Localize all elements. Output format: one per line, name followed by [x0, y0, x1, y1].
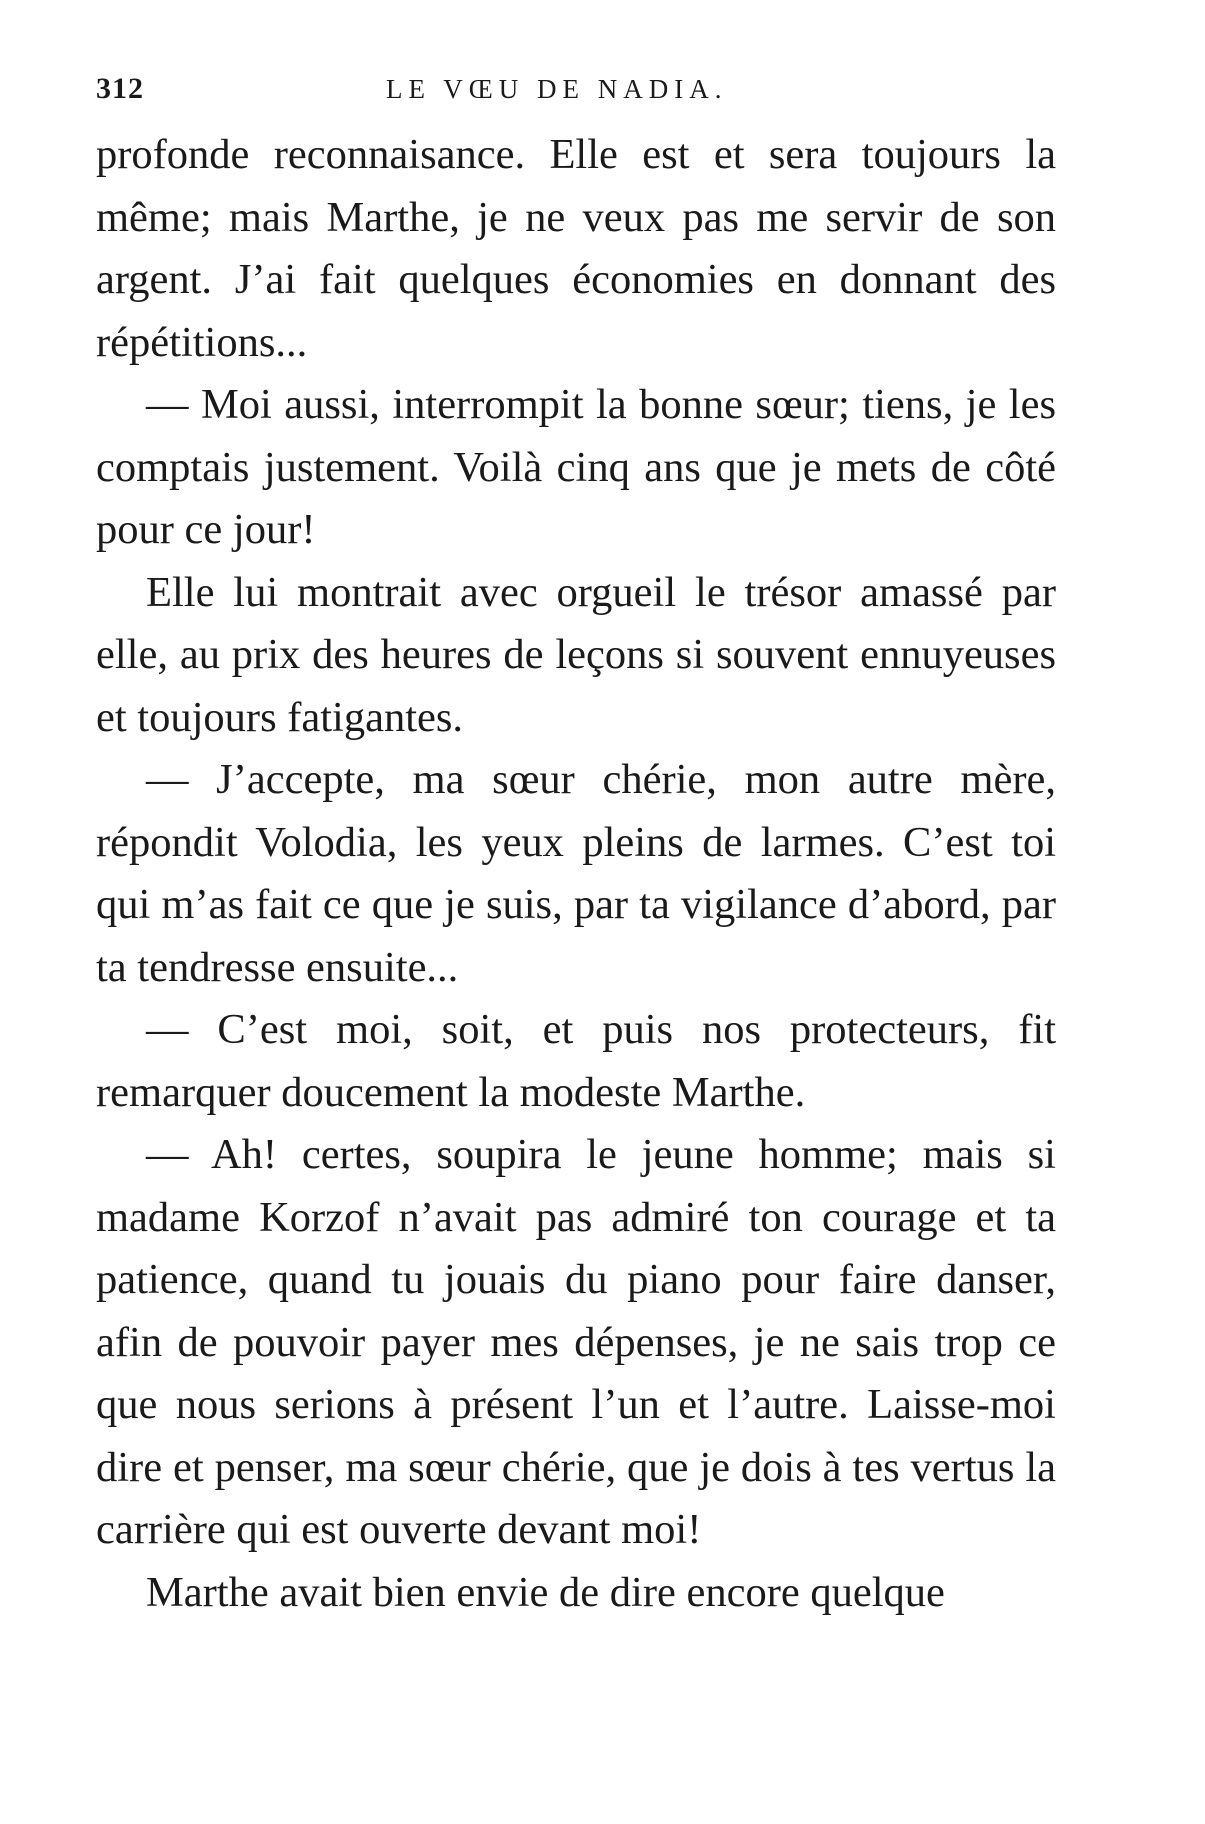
paragraph-dialogue: — Moi aussi, interrompit la bonne sœur; tiens, je les comptais justement. Voilà cinq ans que je mets de côté pour ce jour!	[96, 381, 1056, 553]
running-title: LE VŒU DE NADIA.	[386, 74, 728, 104]
paragraph-narration: Elle lui montrait avec orgueil le trésor amassé par elle, au prix des heures de leçons si souvent ennuyeuses et toujours fatigantes.	[96, 568, 1056, 741]
paragraph-dialogue: — C’est moi, soit, et puis nos protecteurs, fit remarquer doucement la modeste Marthe.	[96, 1006, 1056, 1116]
page-header	[96, 72, 1056, 112]
paragraph-continued: profonde reconnaisance. Elle est et sera toujours la même; mais Marthe, je ne veux pas me servir de son argent. J’ai fait quelques économies en donnant des répétitions...	[96, 131, 1056, 366]
paragraph-narration: Marthe avait bien envie de dire encore quelque	[146, 1568, 945, 1616]
body-text	[96, 124, 1056, 1624]
paragraph-dialogue: — J’accepte, ma sœur chérie, mon autre mère, répondit Volodia, les yeux pleins de larmes. C’est toi qui m’as fait ce que je suis, par ta vigilance d’abord, par ta tendresse ensuite...	[96, 756, 1056, 991]
paragraph-dialogue: — Ah! certes, soupira le jeune homme; mais si madame Korzof n’avait pas admiré ton courage et ta patience, quand tu jouais du piano pour faire danser, afin de pouvoir payer mes dépenses, je ne sais trop ce que nous serions à présent l’un et l’autre. Laisse-moi dire et penser, ma sœur chérie, que je dois à tes vertus la carrière qui est ouverte devant moi!	[96, 1131, 1056, 1553]
page-number: 312	[96, 72, 144, 105]
